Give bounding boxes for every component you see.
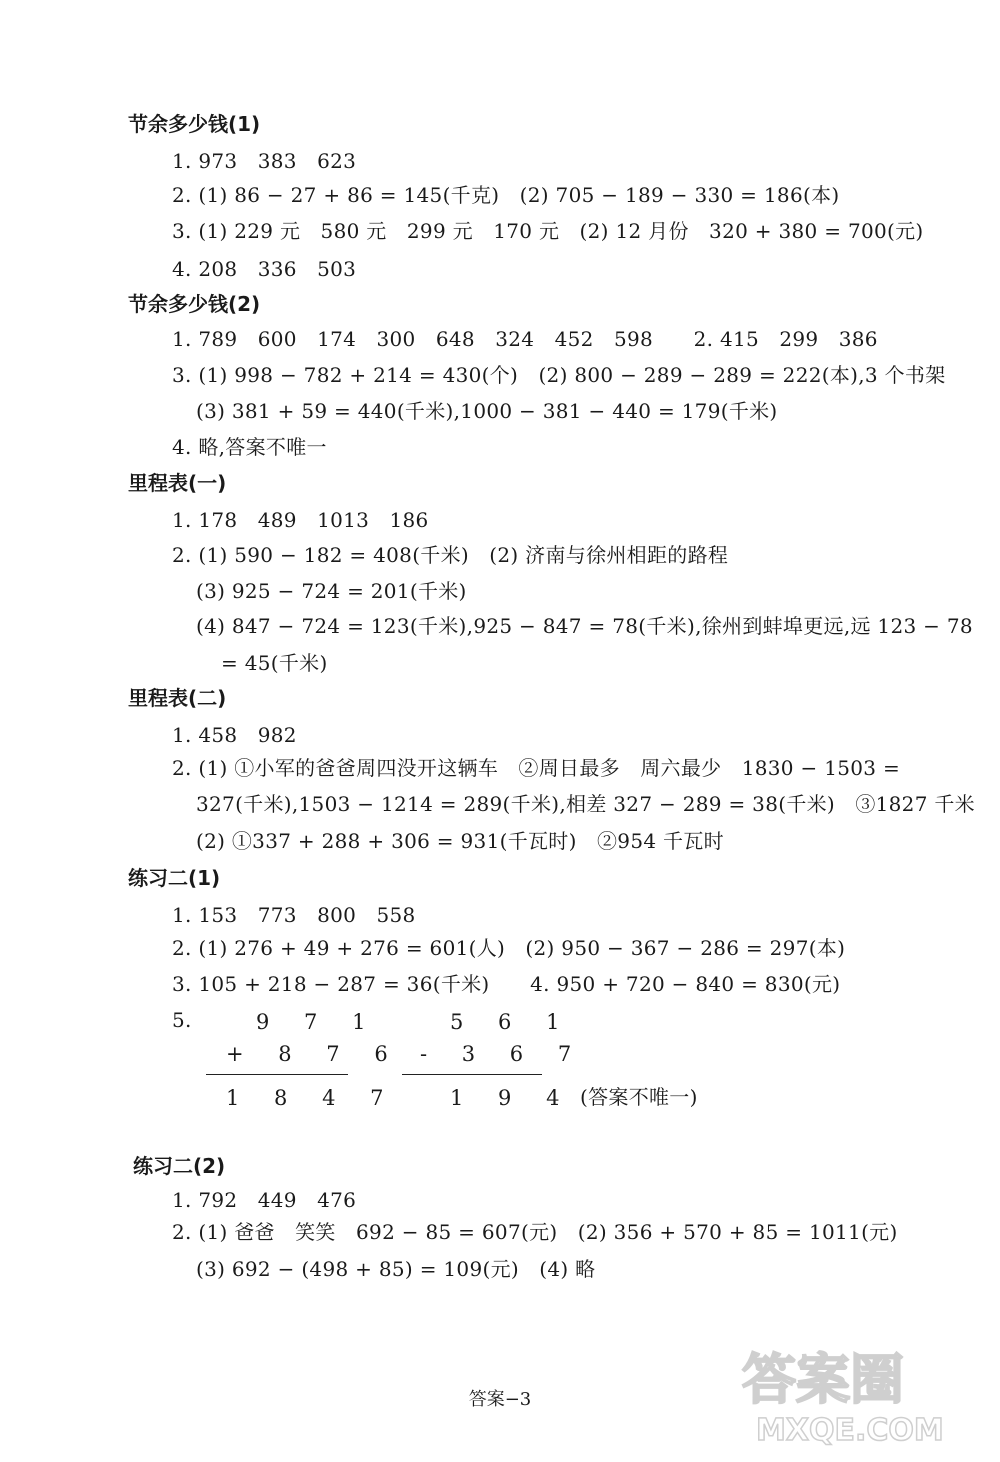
answer-line: 1. 458 982 xyxy=(172,723,297,747)
answer-line: 5. xyxy=(172,1008,192,1032)
answer-line: (3) 925 − 724 = 201(千米) xyxy=(196,579,467,603)
answer-line: 2. (1) 爸爸 笑笑 692 − 85 = 607(元) (2) 356 + 570 + 85 = 1011(元) xyxy=(172,1220,898,1244)
answer-line: 1. 792 449 476 xyxy=(172,1188,357,1212)
answer-line: 2. (1) 86 − 27 + 86 = 145(千克) (2) 705 − 189 − 330 = 186(本) xyxy=(172,183,840,207)
answer-line: (3) 381 + 59 = 440(千米),1000 − 381 − 440 = 179(千米) xyxy=(196,399,778,423)
answer-line: 327(千米),1503 − 1214 = 289(千米),相差 327 − 289 = 38(千米) ③1827 千米 xyxy=(196,792,975,816)
answer-line: 2. (1) 276 + 49 + 276 = 601(人) (2) 950 − 367 − 286 = 297(本) xyxy=(172,936,846,960)
answer-line: 4. 略,答案不唯一 xyxy=(172,435,327,459)
watermark-text: 答案圈 xyxy=(742,1348,904,1411)
page-number: 答案−3 xyxy=(468,1389,532,1410)
answer-line: 1. 973 383 623 xyxy=(172,149,357,173)
answer-line: 1. 178 489 1013 186 xyxy=(172,508,429,532)
answer-line: 3. (1) 229 元 580 元 299 元 170 元 (2) 12 月份 320 + 380 = 700(元) xyxy=(172,219,924,243)
section-title: 练习二(1) xyxy=(128,866,221,890)
section-title: 里程表(一) xyxy=(128,471,227,495)
section-title: 练习二(2) xyxy=(133,1154,226,1178)
watermark-logo xyxy=(738,1340,978,1450)
answer-line: 3. 105 + 218 − 287 = 36(千米) 4. 950 + 720 − 840 = 830(元) xyxy=(172,972,841,996)
addition-result: 1 8 4 7 xyxy=(226,1086,398,1110)
answer-line: = 45(千米) xyxy=(221,651,328,675)
subtraction-operand: - 3 6 7 xyxy=(420,1042,586,1066)
calc-note: (答案不唯一) xyxy=(580,1085,698,1109)
answer-line: 2. (1) 590 − 182 = 408(千米) (2) 济南与徐州相距的路程 xyxy=(172,543,729,567)
section-title: 节余多少钱(1) xyxy=(128,112,261,136)
addition-operand: + 8 7 6 xyxy=(226,1042,402,1066)
answer-line: 1. 153 773 800 558 xyxy=(172,903,416,927)
answer-line: 3. (1) 998 − 782 + 214 = 430(个) (2) 800 − 289 − 289 = 222(本),3 个书架 xyxy=(172,363,946,387)
answer-line: 4. 208 336 503 xyxy=(172,257,357,281)
answer-line: (4) 847 − 724 = 123(千米),925 − 847 = 78(千米),徐州到蚌埠更远,远 123 − 78 xyxy=(196,614,973,638)
section-title: 节余多少钱(2) xyxy=(128,292,261,316)
section-title: 里程表(二) xyxy=(128,686,227,710)
addition-rule xyxy=(206,1074,348,1075)
answer-line: 1. 789 600 174 300 648 324 452 598 2. 415 299 386 xyxy=(172,327,878,351)
subtraction-top: 5 6 1 xyxy=(450,1010,574,1034)
answer-line: (3) 692 − (498 + 85) = 109(元) (4) 略 xyxy=(196,1257,596,1281)
answer-line: (2) ①337 + 288 + 306 = 931(千瓦时) ②954 千瓦时 xyxy=(196,829,724,853)
addition-top: 9 7 1 xyxy=(256,1010,380,1034)
subtraction-rule xyxy=(402,1074,542,1075)
answer-line: 2. (1) ①小军的爸爸周四没开这辆车 ②周日最多 周六最少 1830 − 1503 = xyxy=(172,756,901,780)
watermark-url: MXQE.COM xyxy=(756,1413,944,1448)
subtraction-result: 1 9 4 xyxy=(450,1086,574,1110)
